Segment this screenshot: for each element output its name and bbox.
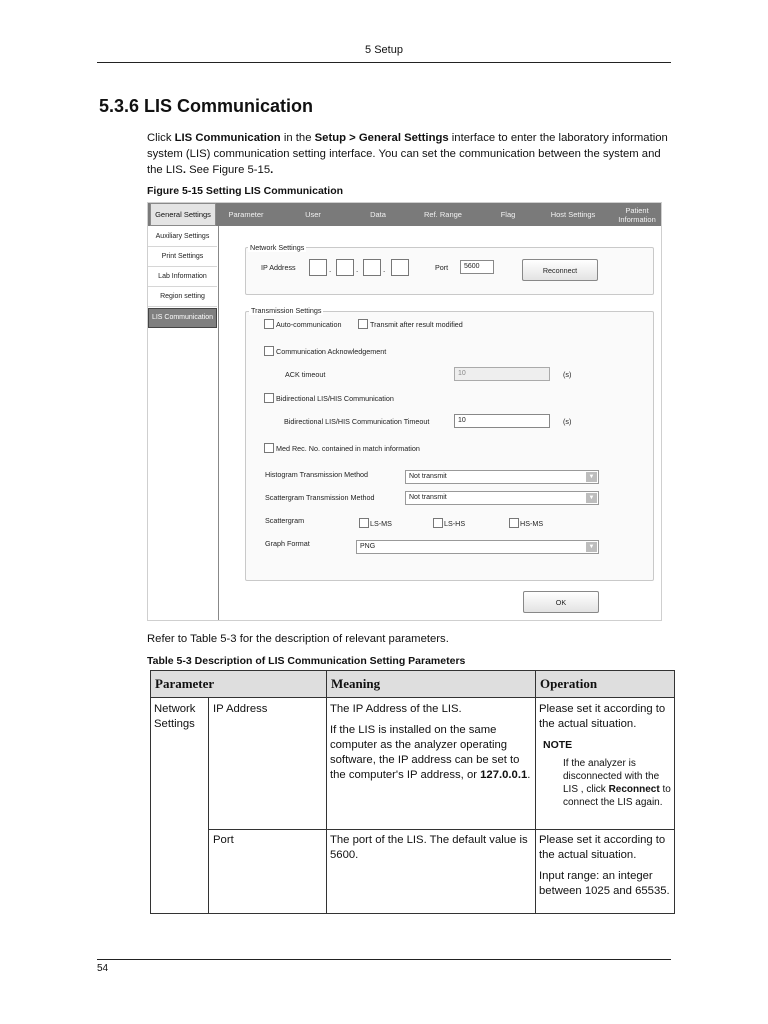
chevron-down-icon: ▼: [586, 542, 597, 552]
chevron-down-icon: ▼: [586, 472, 597, 482]
table-divider: [326, 671, 327, 913]
group-network-settings: Network Settings: [154, 703, 196, 730]
sidebar-item-lab-information[interactable]: Lab Information: [148, 268, 217, 287]
figure-caption: Figure 5-15 Setting LIS Communication: [147, 185, 344, 197]
intro-paragraph: Click LIS Communication in the Setup > General Settings interface to enter the laboratory information system (LIS) communication setting interface. You can set the communication between the system and the LIS. See Figure 5-15.: [147, 132, 668, 176]
ip-octet-2[interactable]: [336, 259, 354, 276]
parameter-table: [150, 670, 675, 914]
tab-host-settings[interactable]: Host Settings: [550, 210, 596, 219]
ip-octet-1[interactable]: [309, 259, 327, 276]
histogram-method-select[interactable]: [405, 470, 599, 484]
communication-ack-checkbox[interactable]: [264, 346, 274, 356]
reconnect-button[interactable]: Reconnect: [522, 259, 598, 281]
med-rec-checkbox[interactable]: [264, 443, 274, 453]
graph-format-select[interactable]: [356, 540, 599, 554]
tab-user[interactable]: User: [305, 210, 321, 219]
transmission-settings-title: Transmission Settings: [251, 306, 322, 315]
ack-timeout-label: ACK timeout: [285, 370, 326, 379]
ip-octet-4[interactable]: [391, 259, 409, 276]
ls-ms-checkbox[interactable]: [359, 518, 369, 528]
bidirectional-communication-label: Bidirectional LIS/HIS Communication: [276, 394, 394, 403]
lis-settings-screenshot: [147, 202, 662, 621]
refer-paragraph: Refer to Table 5-3 for the description of relevant parameters.: [147, 633, 449, 645]
graph-format-value: PNG: [360, 543, 376, 550]
section-title: 5.3.6 LIS Communication: [99, 96, 314, 116]
tab-data[interactable]: Data: [370, 210, 386, 219]
ok-button[interactable]: OK: [523, 591, 599, 613]
tab-general-settings[interactable]: General Settings: [150, 203, 216, 226]
tab-bar: [148, 203, 661, 226]
scattergram-method-value: Not transmit: [409, 494, 447, 501]
tab-flag[interactable]: Flag: [500, 210, 516, 219]
auto-communication-checkbox[interactable]: [264, 319, 274, 329]
med-rec-label: Med Rec. No. contained in match information: [276, 444, 420, 453]
running-header: 5 Setup: [365, 44, 403, 56]
scattergram-method-label: Scattergram Transmission Method: [265, 493, 375, 502]
page-number: 54: [97, 963, 109, 974]
table-divider: [535, 671, 536, 913]
tab-patient-information[interactable]: Patient Information: [618, 205, 656, 224]
header-meaning: Meaning: [331, 676, 381, 691]
table-row-divider: [208, 829, 674, 830]
ls-ms-label: LS-MS: [370, 519, 392, 528]
footer-rule: [97, 959, 671, 960]
port-input[interactable]: 5600: [460, 260, 494, 274]
ip-dot: .: [383, 265, 386, 274]
transmit-after-modified-checkbox[interactable]: [358, 319, 368, 329]
header-rule: [97, 62, 671, 63]
tab-ref-range[interactable]: Ref. Range: [424, 210, 462, 219]
graph-format-label: Graph Format: [265, 539, 310, 548]
note-title: NOTE: [543, 739, 573, 751]
bidirectional-timeout-unit: (s): [563, 417, 572, 426]
meaning-ip-address: The IP Address of the LIS. If the LIS is installed on the same computer as the analyzer operating software, the IP address can be set to the computer's IP address, or 127.0.0.1.: [330, 703, 531, 781]
ack-timeout-unit: (s): [563, 370, 572, 379]
note-text: If the analyzer is disconnected with the LIS , click Reconnect to connect the LIS again.: [563, 758, 671, 808]
histogram-method-label: Histogram Transmission Method: [265, 470, 369, 479]
ip-address-label: IP Address: [261, 263, 296, 272]
sidebar-item-region-setting[interactable]: Region setting: [148, 288, 217, 307]
sidebar-item-lis-communication[interactable]: LIS Communication: [148, 308, 217, 328]
bidirectional-timeout-label: Bidirectional LIS/HIS Communication Timeout: [284, 417, 430, 426]
operation-port: Please set it according to the actual situation. Input range: an integer between 1025 and 65535.: [539, 834, 670, 897]
tab-parameter[interactable]: Parameter: [228, 210, 264, 219]
port-label: Port: [435, 263, 449, 272]
table-divider: [208, 697, 209, 913]
sidebar-item-print-settings[interactable]: Print Settings: [148, 248, 217, 267]
ip-octet-3[interactable]: [363, 259, 381, 276]
ack-timeout-input[interactable]: 10: [454, 367, 550, 381]
meaning-port: The port of the LIS. The default value is 5600.: [330, 834, 528, 861]
table-caption: Table 5-3 Description of LIS Communication Setting Parameters: [147, 655, 466, 667]
bidirectional-timeout-input[interactable]: 10: [454, 414, 550, 428]
auto-communication-label: Auto-communication: [276, 320, 342, 329]
settings-sidebar: [148, 226, 219, 620]
ls-hs-checkbox[interactable]: [433, 518, 443, 528]
transmit-after-modified-label: Transmit after result modified: [370, 320, 463, 329]
ip-dot: .: [356, 265, 359, 274]
param-port: Port: [213, 834, 234, 846]
network-settings-title: Network Settings: [250, 243, 305, 252]
ls-hs-label: LS-HS: [444, 519, 466, 528]
bidirectional-communication-checkbox[interactable]: [264, 393, 274, 403]
scattergram-label: Scattergram: [265, 516, 305, 525]
operation-ip-address: Please set it according to the actual situation. NOTE If the analyzer is disconnected with the LIS , click Reconnect to connect the LIS again.: [539, 702, 674, 809]
scattergram-method-select[interactable]: [405, 491, 599, 505]
sidebar-item-auxiliary-settings[interactable]: Auxiliary Settings: [148, 228, 217, 247]
hs-ms-checkbox[interactable]: [509, 518, 519, 528]
communication-ack-label: Communication Acknowledgement: [276, 347, 387, 356]
hs-ms-label: HS-MS: [520, 519, 544, 528]
chevron-down-icon: ▼: [586, 493, 597, 503]
histogram-method-value: Not transmit: [409, 473, 447, 480]
header-operation: Operation: [540, 676, 598, 691]
param-ip-address: IP Address: [213, 703, 268, 715]
ip-dot: .: [329, 265, 332, 274]
header-parameter: Parameter: [155, 676, 215, 691]
